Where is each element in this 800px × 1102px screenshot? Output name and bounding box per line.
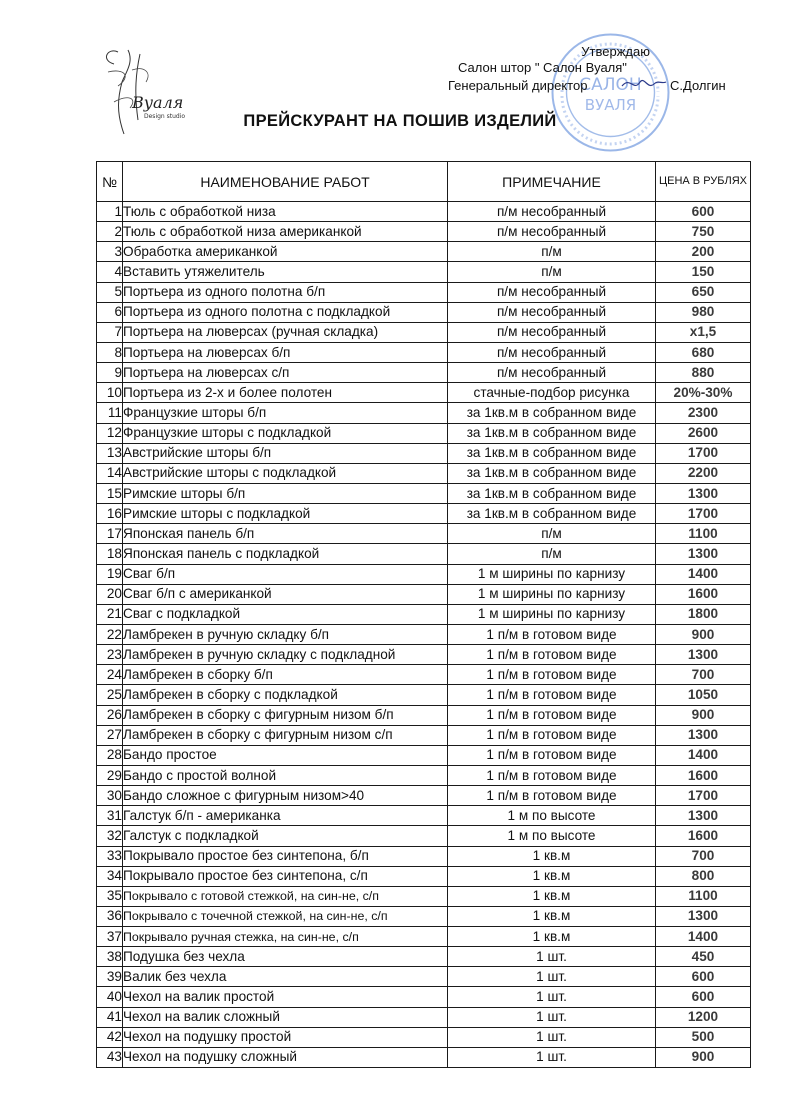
row-price: 2600 [656, 423, 751, 443]
row-number: 19 [97, 564, 123, 584]
row-number: 37 [97, 927, 123, 947]
row-number: 27 [97, 725, 123, 745]
row-price: 700 [656, 846, 751, 866]
row-note: 1 п/м в готовом виде [448, 705, 656, 725]
row-name: Ламбрекен в сборку с фигурным низом с/п [123, 725, 448, 745]
table-row [97, 222, 751, 242]
table-row [97, 765, 751, 785]
row-price: 980 [656, 302, 751, 322]
table-row [97, 987, 751, 1007]
row-number: 8 [97, 342, 123, 362]
row-number: 23 [97, 645, 123, 665]
row-note: 1 п/м в готовом виде [448, 765, 656, 785]
row-note: п/м несобранный [448, 302, 656, 322]
table-row [97, 504, 751, 524]
row-price: 1200 [656, 1007, 751, 1027]
row-name: Японская панель б/п [123, 524, 448, 544]
row-number: 14 [97, 463, 123, 483]
price-table [96, 161, 751, 1068]
table-row [97, 544, 751, 564]
row-price: 1600 [656, 826, 751, 846]
row-name: Подушка без чехла [123, 947, 448, 967]
row-number: 16 [97, 504, 123, 524]
row-note: 1 шт. [448, 947, 656, 967]
row-name: Бандо с простой волной [123, 765, 448, 785]
row-note: стачные-подбор рисунка [448, 383, 656, 403]
row-number: 38 [97, 947, 123, 967]
row-note: 1 м ширины по карнизу [448, 584, 656, 604]
row-price: 1300 [656, 544, 751, 564]
row-note: 1 п/м в готовом виде [448, 725, 656, 745]
row-number: 20 [97, 584, 123, 604]
row-number: 22 [97, 624, 123, 644]
row-note: п/м [448, 524, 656, 544]
table-row [97, 524, 751, 544]
row-note: 1 п/м в готовом виде [448, 624, 656, 644]
row-name: Чехол на валик сложный [123, 1007, 448, 1027]
row-price: 700 [656, 665, 751, 685]
row-price: 500 [656, 1027, 751, 1047]
row-price: 1400 [656, 564, 751, 584]
row-name: Австрийские шторы б/п [123, 443, 448, 463]
row-number: 3 [97, 242, 123, 262]
row-price: 1050 [656, 685, 751, 705]
table-row [97, 363, 751, 383]
row-note: 1 п/м в готовом виде [448, 685, 656, 705]
row-price: 900 [656, 624, 751, 644]
logo-script: Вуаля [132, 93, 184, 112]
row-number: 28 [97, 745, 123, 765]
row-price: 1700 [656, 443, 751, 463]
row-name: Галстук с подкладкой [123, 826, 448, 846]
row-price: 1800 [656, 604, 751, 624]
row-note: 1 м по высоте [448, 806, 656, 826]
row-number: 42 [97, 1027, 123, 1047]
table-row [97, 947, 751, 967]
table-row [97, 886, 751, 906]
row-name: Обработка американкой [123, 242, 448, 262]
row-number: 6 [97, 302, 123, 322]
svg-text:ВУАЛЯ: ВУАЛЯ [584, 96, 637, 114]
row-name: Галстук б/п - американка [123, 806, 448, 826]
row-price: 1600 [656, 584, 751, 604]
row-name: Ламбрекен в ручную складку б/п [123, 624, 448, 644]
table-row [97, 302, 751, 322]
row-name: Сваг б/п с американкой [123, 584, 448, 604]
row-number: 35 [97, 886, 123, 906]
row-note: 1 м ширины по карнизу [448, 564, 656, 584]
row-price: 650 [656, 282, 751, 302]
table-row [97, 463, 751, 483]
row-number: 10 [97, 383, 123, 403]
row-price: 150 [656, 262, 751, 282]
row-note: п/м несобранный [448, 222, 656, 242]
table-row [97, 604, 751, 624]
row-number: 21 [97, 604, 123, 624]
table-row [97, 645, 751, 665]
page-title: ПРЕЙСКУРАНТ НА ПОШИВ ИЗДЕЛИЙ [243, 112, 557, 130]
row-name: Ламбрекен в сборку с подкладкой [123, 685, 448, 705]
row-note: 1 кв.м [448, 866, 656, 886]
row-number: 13 [97, 443, 123, 463]
row-name: Сваг б/п [123, 564, 448, 584]
approval-line-3: Генеральный директор [448, 78, 588, 93]
signatory-name: С.Долгин [670, 78, 726, 93]
table-row [97, 906, 751, 926]
table-row [97, 483, 751, 503]
row-number: 11 [97, 403, 123, 423]
table-row [97, 282, 751, 302]
row-name: Портьера из 2-х и более полотен [123, 383, 448, 403]
row-price: 1400 [656, 927, 751, 947]
table-row [97, 403, 751, 423]
row-price: 750 [656, 222, 751, 242]
approval-block [440, 40, 760, 110]
row-number: 30 [97, 786, 123, 806]
row-note: за 1кв.м в собранном виде [448, 504, 656, 524]
row-number: 15 [97, 483, 123, 503]
row-price: 2300 [656, 403, 751, 423]
row-number: 25 [97, 685, 123, 705]
row-name: Портьера из одного полотна б/п [123, 282, 448, 302]
svg-text:САЛОН: САЛОН [579, 75, 642, 95]
row-note: за 1кв.м в собранном виде [448, 423, 656, 443]
row-price: 600 [656, 202, 751, 222]
row-number: 12 [97, 423, 123, 443]
row-number: 31 [97, 806, 123, 826]
table-row [97, 665, 751, 685]
row-name: Чехол на подушку сложный [123, 1047, 448, 1067]
row-note: 1 п/м в готовом виде [448, 786, 656, 806]
row-name: Ламбрекен в сборку б/п [123, 665, 448, 685]
header-note: ПРИМЕЧАНИЕ [448, 162, 656, 202]
row-note: 1 м ширины по карнизу [448, 604, 656, 624]
approval-line-2: Салон штор " Салон Вуаля" [458, 60, 627, 75]
row-price: 1600 [656, 765, 751, 785]
table-row [97, 745, 751, 765]
row-name: Чехол на валик простой [123, 987, 448, 1007]
row-note: 1 шт. [448, 1047, 656, 1067]
row-note: 1 шт. [448, 1027, 656, 1047]
row-price: 600 [656, 967, 751, 987]
row-price: 1300 [656, 906, 751, 926]
row-number: 17 [97, 524, 123, 544]
table-row [97, 564, 751, 584]
row-number: 40 [97, 987, 123, 1007]
table-row [97, 786, 751, 806]
table-row [97, 423, 751, 443]
row-note: за 1кв.м в собранном виде [448, 403, 656, 423]
table-header-row [97, 162, 751, 202]
row-name: Бандо сложное с фигурным низом>40 [123, 786, 448, 806]
row-note: 1 шт. [448, 967, 656, 987]
row-note: п/м [448, 242, 656, 262]
row-price: 450 [656, 947, 751, 967]
row-name: Портьера на люверсах б/п [123, 342, 448, 362]
table-row [97, 322, 751, 342]
table-row [97, 584, 751, 604]
row-name: Ламбрекен в ручную складку с подкладной [123, 645, 448, 665]
row-note: 1 п/м в готовом виде [448, 645, 656, 665]
row-note: 1 кв.м [448, 906, 656, 926]
table-row [97, 1007, 751, 1027]
row-price: 20%-30% [656, 383, 751, 403]
table-row [97, 242, 751, 262]
row-number: 26 [97, 705, 123, 725]
row-price: 1700 [656, 504, 751, 524]
table-row [97, 927, 751, 947]
row-note: за 1кв.м в собранном виде [448, 443, 656, 463]
row-name: Чехол на подушку простой [123, 1027, 448, 1047]
row-name: Французкие шторы б/п [123, 403, 448, 423]
row-name: Портьера на люверсах с/п [123, 363, 448, 383]
row-name: Французкие шторы с подкладкой [123, 423, 448, 443]
row-name: Покрывало простое без синтепона, б/п [123, 846, 448, 866]
signature-icon [620, 74, 668, 94]
row-price: 880 [656, 363, 751, 383]
row-note: 1 шт. [448, 1007, 656, 1027]
row-price: 2200 [656, 463, 751, 483]
table-row [97, 705, 751, 725]
row-name: Римские шторы б/п [123, 483, 448, 503]
row-note: п/м несобранный [448, 282, 656, 302]
row-number: 32 [97, 826, 123, 846]
row-note: 1 шт. [448, 987, 656, 1007]
row-note: за 1кв.м в собранном виде [448, 463, 656, 483]
table-row [97, 383, 751, 403]
row-name: Покрывало с точечной стежкой, на син-не, с/п [123, 906, 448, 926]
table-row [97, 624, 751, 644]
logo-subtitle: Design studio [144, 113, 186, 120]
row-name: Покрывало простое без синтепона, с/п [123, 866, 448, 886]
row-name: Портьера из одного полотна с подкладкой [123, 302, 448, 322]
table-row [97, 1047, 751, 1067]
row-number: 5 [97, 282, 123, 302]
row-note: 1 п/м в готовом виде [448, 665, 656, 685]
row-note: п/м несобранный [448, 202, 656, 222]
row-price: 200 [656, 242, 751, 262]
table-row [97, 725, 751, 745]
table-row [97, 866, 751, 886]
row-price: 1300 [656, 645, 751, 665]
row-note: п/м несобранный [448, 342, 656, 362]
row-name: Тюль с обработкой низа [123, 202, 448, 222]
row-price: x1,5 [656, 322, 751, 342]
header-num: № [97, 162, 123, 202]
row-note: п/м [448, 544, 656, 564]
row-number: 7 [97, 322, 123, 342]
row-number: 1 [97, 202, 123, 222]
approval-line-1: Утверждаю [581, 44, 650, 59]
row-number: 24 [97, 665, 123, 685]
row-price: 900 [656, 1047, 751, 1067]
row-note: п/м [448, 262, 656, 282]
row-note: 1 кв.м [448, 846, 656, 866]
row-name: Портьера на люверсах (ручная складка) [123, 322, 448, 342]
row-number: 29 [97, 765, 123, 785]
row-note: 1 м по высоте [448, 826, 656, 846]
table-row [97, 1027, 751, 1047]
row-name: Покрывало с готовой стежкой, на син-не, с/п [123, 886, 448, 906]
row-number: 4 [97, 262, 123, 282]
row-number: 2 [97, 222, 123, 242]
row-number: 39 [97, 967, 123, 987]
table-row [97, 826, 751, 846]
row-price: 1700 [656, 786, 751, 806]
row-note: за 1кв.м в собранном виде [448, 483, 656, 503]
table-row [97, 846, 751, 866]
row-price: 1300 [656, 483, 751, 503]
row-price: 1100 [656, 524, 751, 544]
table-body [97, 202, 751, 1068]
row-note: п/м несобранный [448, 322, 656, 342]
row-price: 680 [656, 342, 751, 362]
table-row [97, 443, 751, 463]
table-row [97, 262, 751, 282]
row-note: п/м несобранный [448, 363, 656, 383]
row-name: Римские шторы с подкладкой [123, 504, 448, 524]
header-price: ЦЕНА В РУБЛЯХ [656, 162, 751, 202]
row-name: Сваг с подкладкой [123, 604, 448, 624]
row-price: 800 [656, 866, 751, 886]
row-name: Ламбрекен в сборку с фигурным низом б/п [123, 705, 448, 725]
row-number: 18 [97, 544, 123, 564]
row-price: 1300 [656, 725, 751, 745]
header-name: НАИМЕНОВАНИЕ РАБОТ [123, 162, 448, 202]
row-name: Покрывало ручная стежка, на син-не, с/п [123, 927, 448, 947]
table-row [97, 967, 751, 987]
row-price: 900 [656, 705, 751, 725]
table-row [97, 806, 751, 826]
row-note: 1 п/м в готовом виде [448, 745, 656, 765]
row-name: Австрийские шторы с подкладкой [123, 463, 448, 483]
row-name: Тюль с обработкой низа американкой [123, 222, 448, 242]
row-number: 36 [97, 906, 123, 926]
table-row [97, 342, 751, 362]
table-row [97, 202, 751, 222]
table-row [97, 685, 751, 705]
row-number: 33 [97, 846, 123, 866]
row-name: Вставить утяжелитель [123, 262, 448, 282]
row-price: 1400 [656, 745, 751, 765]
row-name: Валик без чехла [123, 967, 448, 987]
row-name: Бандо простое [123, 745, 448, 765]
row-price: 1100 [656, 886, 751, 906]
row-number: 34 [97, 866, 123, 886]
row-number: 41 [97, 1007, 123, 1027]
row-price: 600 [656, 987, 751, 1007]
row-number: 9 [97, 363, 123, 383]
row-note: 1 кв.м [448, 886, 656, 906]
row-name: Японская панель с подкладкой [123, 544, 448, 564]
row-price: 1300 [656, 806, 751, 826]
row-note: 1 кв.м [448, 927, 656, 947]
row-number: 43 [97, 1047, 123, 1067]
